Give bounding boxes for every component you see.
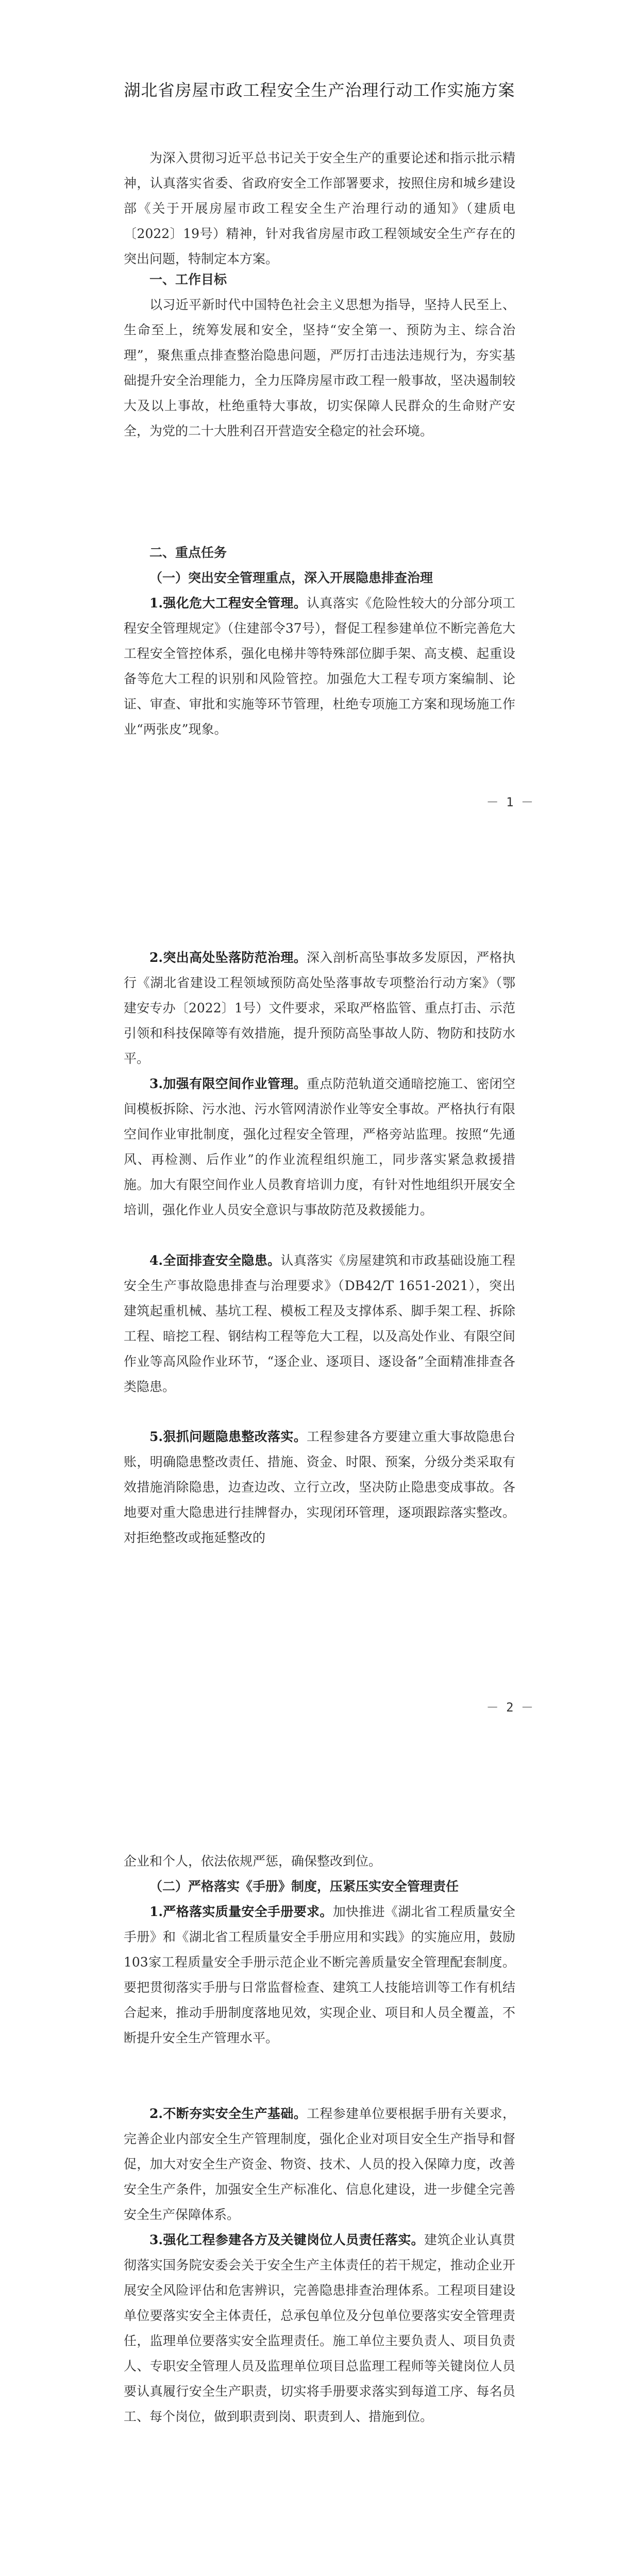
section-heading-tasks — [124, 540, 515, 565]
section-heading-tasks-text: 二、重点任务 — [149, 545, 227, 560]
task-item-4-text: 认真落实《房屋建筑和市政基础设施工程安全生产事故隐患排查与治理要求》（DB42/T 1651-2021），突出建筑起重机械、基坑工程、模板工程及支撑体系、脚手架工程、拆除工程、暗挖工程、钢结构工程等危大工程，以及高处作业、有限空间作业等高风险作业环节，“逐企业、逐项目、逐设备”全面精准排查各类隐患。 — [124, 1253, 515, 1394]
duty-item-1-text: 加快推进《湖北省工程质量安全手册》和《湖北省工程质量安全手册应用和实践》的实施应用，鼓励103家工程质量安全手册示范企业不断完善质量安全管理配套制度。要把贯彻落实手册与日常监督检查、建筑工人技能培训等工作有机结合起来，推动手册制度落地见效，实现企业、项目和人员全覆盖，不断提升安全生产管理水平。 — [124, 1904, 515, 2045]
duty-item-2-lead: 2.不断夯实安全生产基础。 — [149, 2106, 307, 2121]
task-item-1-text: 认真落实《危险性较大的分部分项工程安全管理规定》（住建部令37号），督促工程参建单位不断完善危大工程安全管控体系，强化电梯井等特殊部位脚手架、高支模、起重设备等危大工程的识别和风险管控。加强危大工程专项方案编制、论证、审查、审批和实施等环节管理，杜绝专项施工方案和现场施工作业“两张皮”现象。 — [124, 596, 515, 737]
page-3 — [0, 1807, 639, 2576]
duty-item-2 — [124, 2101, 515, 2227]
task-item-4 — [124, 1248, 515, 1399]
document-title: 湖北省房屋市政工程安全生产治理行动工作实施方案 — [124, 80, 515, 100]
task-item-2-lead: 2.突出高处坠落防范治理。 — [149, 950, 307, 965]
page-number-1: － 1 － — [486, 795, 533, 809]
task-item-2-text: 深入剖析高坠事故多发原因，严格执行《湖北省建设工程领域预防高处坠落事故专项整治行动方案》（鄂建安专办〔2022〕1号）文件要求，采取严格监管、重点打击、示范引领和科技保障等有效措施，提升预防高坠事故人防、物防和技防水平。 — [124, 950, 515, 1066]
task-item-5 — [124, 1424, 515, 1550]
continuation-text: 企业和个人，依法依规严惩，确保整改到位。 — [124, 1854, 382, 1869]
task-item-2 — [124, 945, 515, 1071]
duty-item-3-lead: 3.强化工程参建各方及关键岗位人员责任落实。 — [149, 2232, 425, 2247]
intro-text: 为深入贯彻习近平总书记关于安全生产的重要论述和指示批示精神，认真落实省委、省政府安全工作部署要求，按照住房和城乡建设部《关于开展房屋市政工程安全生产治理行动的通知》（建质电〔2022〕19号）精神，针对我省房屋市政工程领域安全生产存在的突出问题，特制定本方案。 — [124, 150, 515, 266]
task-item-4-lead: 4.全面排查安全隐患。 — [149, 1253, 281, 1268]
section-heading-goals — [124, 267, 515, 292]
duty-item-3 — [124, 2227, 515, 2429]
task-item-3-lead: 3.加强有限空间作业管理。 — [149, 1076, 307, 1091]
page-2 — [0, 904, 639, 1807]
task-item-3-text: 重点防范轨道交通暗挖施工、密闭空间模板拆除、污水池、污水管网清淤作业等安全事故。严格执行有限空间作业审批制度，强化过程安全管理，严格旁站监理。按照“先通风、再检测、后作业”的作业流程组织施工，同步落实紧急救援措施。加大有限空间作业人员教育培训力度，有针对性地组织开展安全培训，强化作业人员安全意识与事故防范及救援能力。 — [124, 1076, 515, 1217]
subsection-heading-2-text: （二）严格落实《手册》制度，压紧压实安全管理责任 — [149, 1879, 459, 1894]
task-item-1 — [124, 590, 515, 742]
goal-text: 以习近平新时代中国特色社会主义思想为指导，坚持人民至上、生命至上，统筹发展和安全，坚持“安全第一、预防为主、综合治理”，聚焦重点排查整治隐患问题，严厉打击违法违规行为，夯实基础提升安全治理能力，全力压降房屋市政工程一般事故，坚决遏制较大及以上事故，杜绝重特大事故，切实保障人民群众的生命财产安全，为党的二十大胜利召开营造安全稳定的社会环境。 — [124, 297, 515, 438]
duty-item-2-text: 工程参建单位要根据手册有关要求，完善企业内部安全生产管理制度，强化企业对项目安全生产指导和督促，加大对安全生产资金、物资、技术、人员的投入保障力度，改善安全生产条件，加强安全生产标准化、信息化建设，进一步健全完善安全生产保障体系。 — [124, 2106, 515, 2222]
task-item-5-text: 工程参建各方要建立重大事故隐患台账，明确隐患整改责任、措施、资金、时限、预案，分级分类采取有效措施消除隐患，边查边改、立行立改，坚决防止隐患变成事故。各地要对重大隐患进行挂牌督办，实现闭环管理，逐项跟踪落实整改。对拒绝整改或拖延整改的 — [124, 1429, 515, 1545]
task-item-5-lead: 5.狠抓问题隐患整改落实。 — [149, 1429, 307, 1444]
task-item-1-lead: 1.强化危大工程安全管理。 — [149, 596, 307, 611]
continuation-paragraph — [124, 1849, 515, 1874]
page-number-2: － 2 － — [486, 1700, 533, 1715]
duty-item-1 — [124, 1899, 515, 2050]
task-item-3 — [124, 1071, 515, 1223]
duty-item-1-lead: 1.严格落实质量安全手册要求。 — [149, 1904, 333, 1919]
goal-paragraph — [124, 292, 515, 444]
section-heading-goals-text: 一、工作目标 — [149, 272, 227, 287]
subsection-heading-1-text: （一）突出安全管理重点，深入开展隐患排查治理 — [149, 570, 433, 585]
duty-item-3-text: 建筑企业认真贯彻落实国务院安委会关于安全生产主体责任的若干规定，推动企业开展安全风险评估和危害辨识，完善隐患排查治理体系。工程项目建设单位要落实安全主体责任，总承包单位及分包单位要落实安全管理责任，监理单位要落实安全监理责任。施工单位主要负责人、项目负责人、专职安全管理人员及监理单位项目总监理工程师等关键岗位人员要认真履行安全生产职责，切实将手册要求落实到每道工序、每名员工、每个岗位，做到职责到岗、职责到人、措施到位。 — [124, 2232, 515, 2424]
subsection-heading-1 — [124, 565, 515, 590]
subsection-heading-2 — [124, 1874, 515, 1899]
intro-paragraph — [124, 145, 515, 272]
page-1 — [0, 0, 639, 904]
